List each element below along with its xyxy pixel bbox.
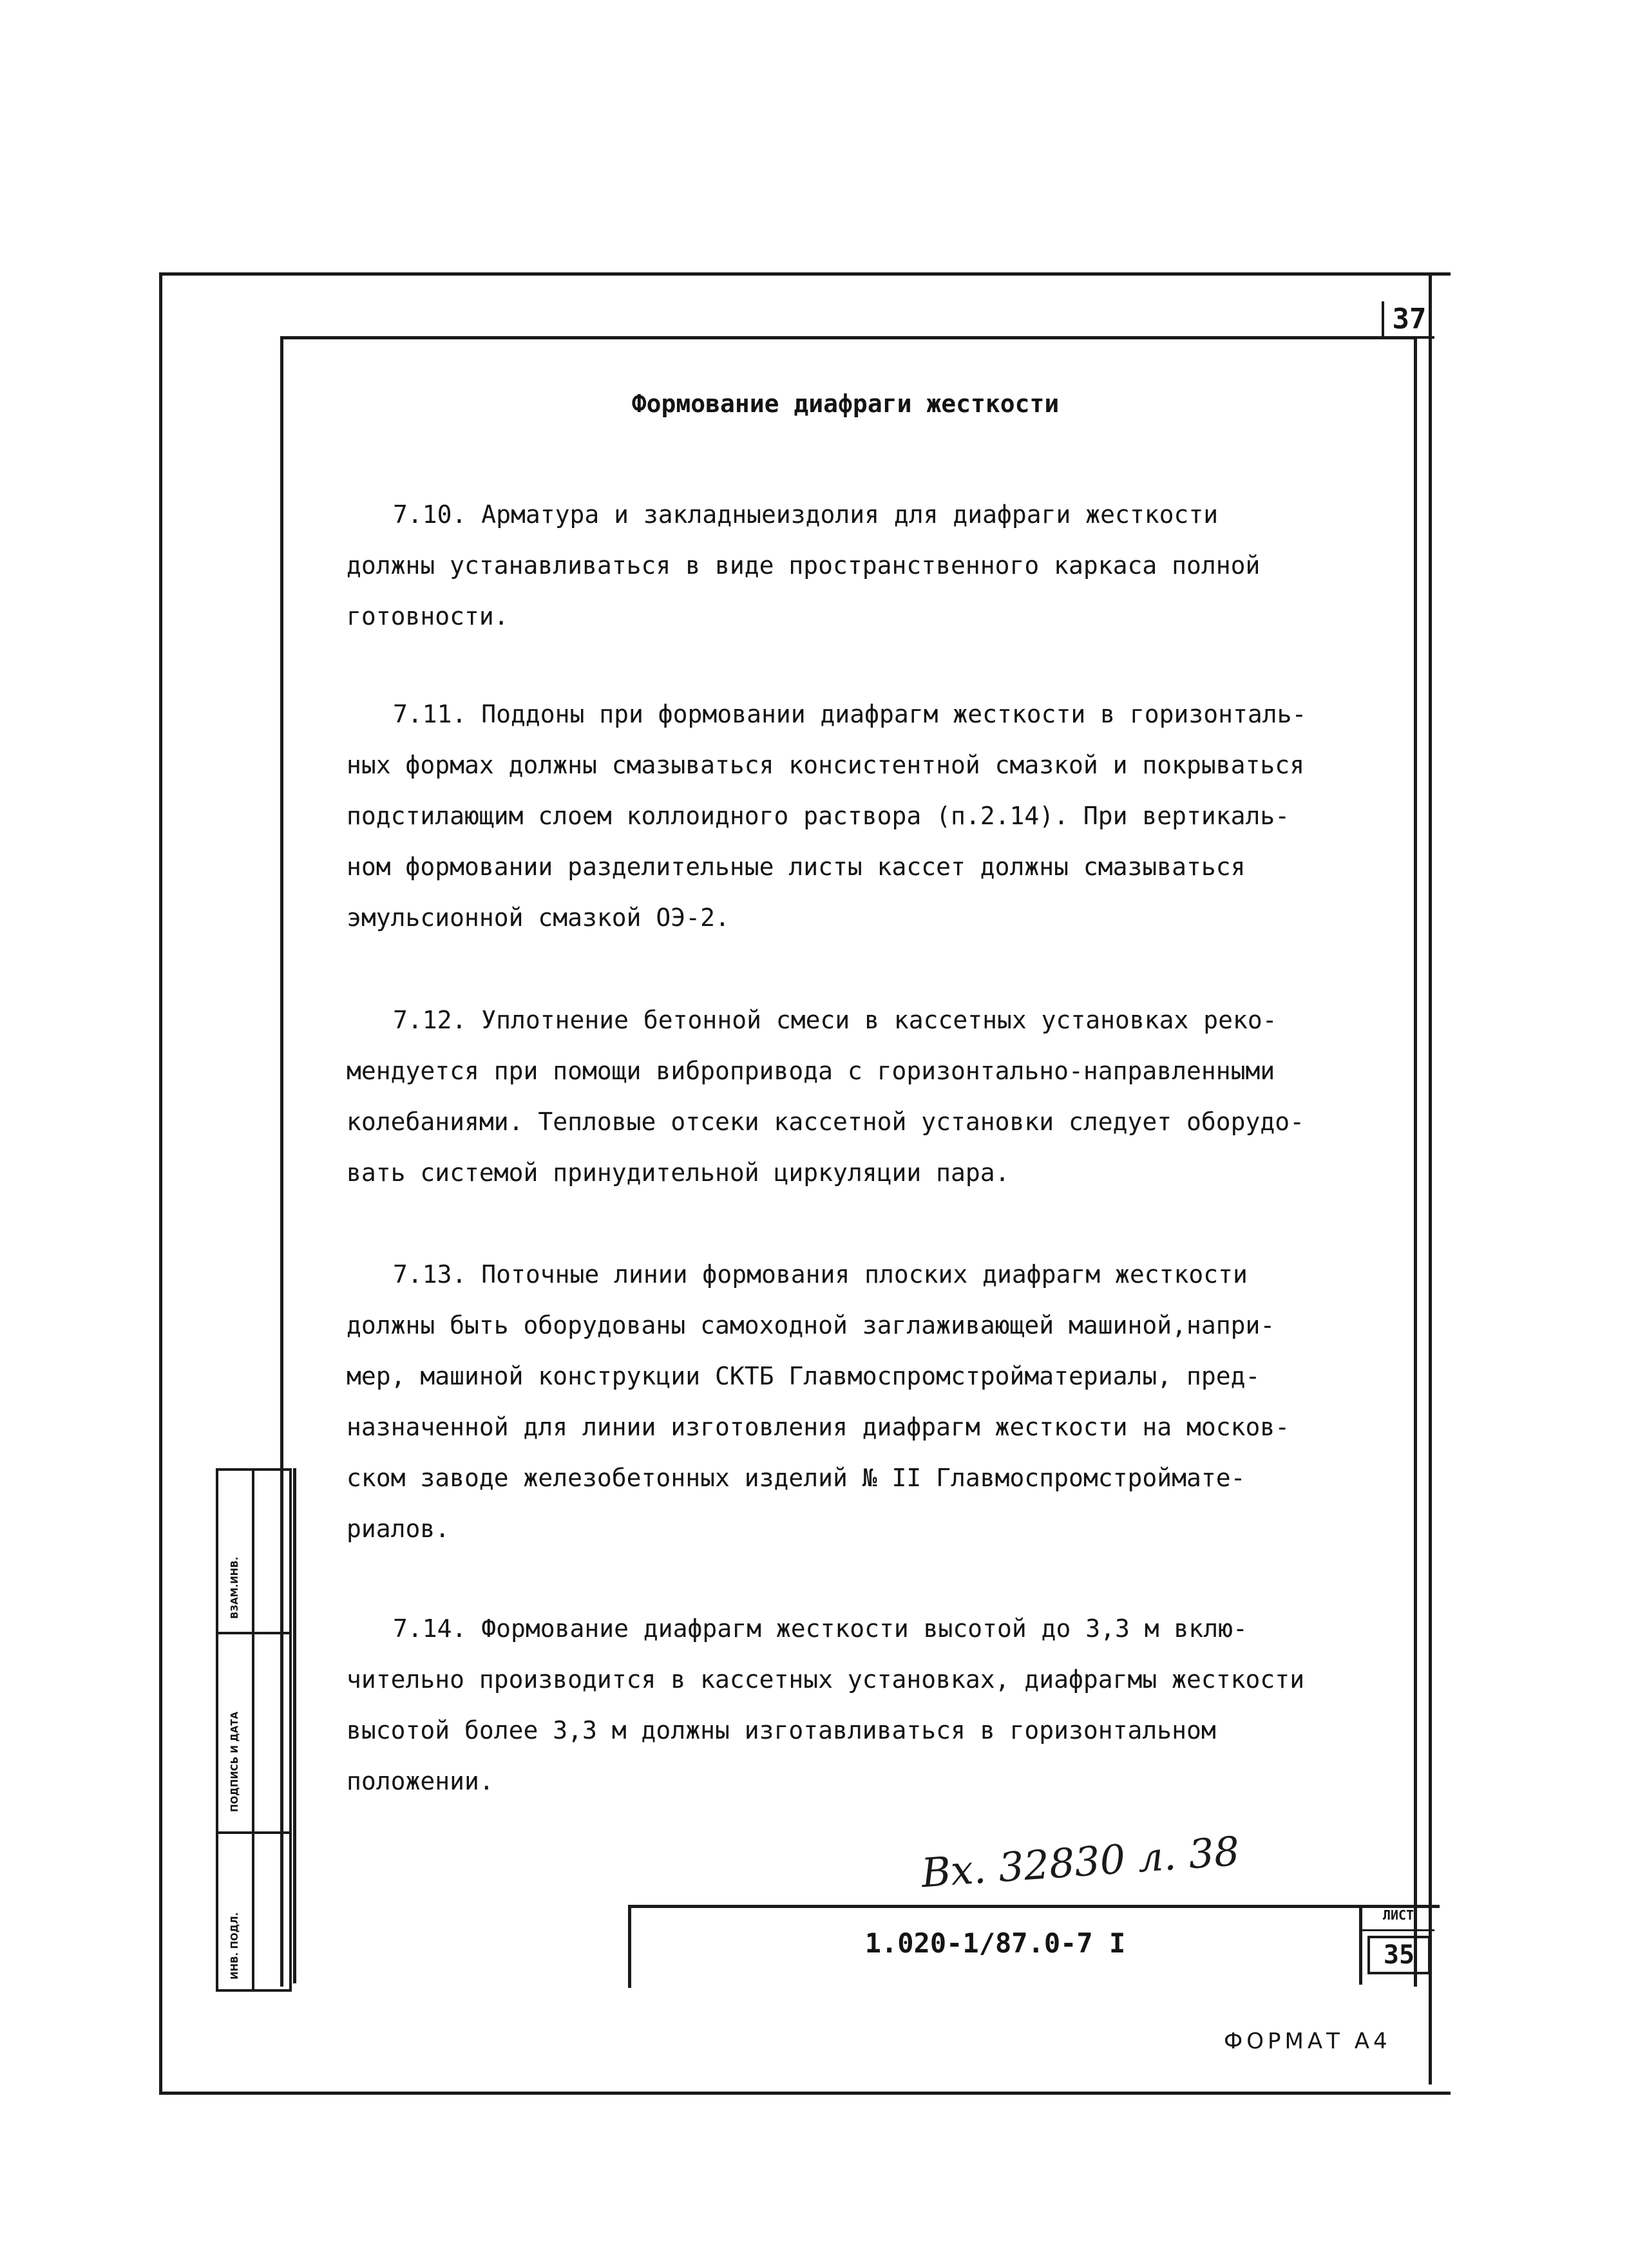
side-strip-row-divider — [218, 1632, 289, 1634]
paragraph-line: 7.14. Формование диафрагм жесткости высотой до 3,3 м вклю- — [393, 1614, 1248, 1643]
inv-podl-label: ИНВ. ПОДЛ. — [229, 1912, 240, 1980]
sheet-divider — [1362, 1929, 1434, 1931]
side-stamp-strip — [216, 1468, 292, 1992]
paragraph-line: подстилающим слоем коллоидного раствора (п.2.14). При вертикаль- — [347, 802, 1290, 830]
paragraph-line: 7.11. Поддоны при формовании диафрагм жесткости в горизонталь- — [393, 700, 1307, 728]
title-block — [628, 1905, 1440, 1988]
format-label: ФОРМАТ А4 — [1224, 2028, 1391, 2054]
paragraph-line: готовности. — [347, 602, 509, 630]
paragraph-line: ном формовании разделительные листы кассет должны смазываться — [347, 853, 1246, 881]
vzam-inv-label: ВЗАМ.ИНВ. — [229, 1556, 240, 1619]
paragraph-line: мендуется при помощи вибропривода с горизонтально-направленными — [347, 1057, 1275, 1085]
inner-frame-lower-left — [293, 1468, 296, 1983]
section-title: Формование диафраги жесткости — [631, 390, 1060, 418]
page-number: 37 — [1392, 302, 1427, 335]
paragraph-line: колебаниями. Тепловые отсеки кассетной установки следует оборудо- — [347, 1108, 1305, 1136]
paragraph-line: должны быть оборудованы самоходной заглаживающей машиной,напри- — [347, 1311, 1275, 1339]
paragraph-7-10 — [347, 489, 1403, 642]
paragraph-7-12 — [347, 995, 1403, 1198]
paragraph-line: чительно производится в кассетных установках, диафрагмы жесткости — [347, 1665, 1305, 1694]
paragraph-line: риалов. — [347, 1515, 450, 1543]
paragraph-line: назначенной для линии изготовления диафрагм жесткости на москов- — [347, 1413, 1290, 1441]
podpis-data-label: ПОДПИСЬ И ДАТА — [229, 1711, 240, 1812]
paragraph-7-14 — [347, 1603, 1403, 1807]
paragraph-line: 7.10. Арматура и закладныеиздолия для диафраги жесткости — [393, 500, 1219, 529]
paragraph-7-11 — [347, 689, 1403, 943]
paragraph-line: ском заводе железобетонных изделий № II Главмоспромстройматe- — [347, 1464, 1246, 1492]
paragraph-line: ных формах должны смазываться консистентной смазкой и покрываться — [347, 751, 1305, 779]
paragraph-line: должны устанавливаться в виде пространственного каркаса полной — [347, 551, 1261, 580]
page-number-box — [1382, 301, 1434, 339]
handwritten-registration-note: Вх. 32830 л. 38 — [920, 1827, 1241, 1897]
sheet-number: 35 — [1383, 1940, 1415, 1970]
document-code: 1.020-1/87.0-7 I — [864, 1927, 1126, 1959]
side-strip-row-divider — [218, 1831, 289, 1834]
sheet-label: ЛИСТ — [1382, 1907, 1414, 1923]
paragraph-7-13 — [347, 1249, 1403, 1555]
paragraph-line: эмульсионной смазкой ОЭ-2. — [347, 903, 730, 932]
paragraph-line: высотой более 3,3 м должны изготавливаться в горизонтальном — [347, 1716, 1216, 1744]
paragraph-line: положении. — [347, 1767, 494, 1795]
paragraph-line: вать системой принудительной циркуляции пара. — [347, 1158, 1010, 1187]
side-strip-column-divider — [252, 1471, 254, 1989]
paragraph-line: мер, машиной конструкции СКТБ Главмоспромстройматериалы, пред- — [347, 1362, 1261, 1390]
sheet-box — [1359, 1905, 1440, 1985]
paragraph-line: 7.13. Поточные линии формования плоских диафрагм жесткости — [393, 1260, 1248, 1289]
outer-frame-right-edge — [1429, 272, 1438, 2084]
paragraph-line: 7.12. Уплотнение бетонной смеси в кассетных установках реко- — [393, 1006, 1277, 1034]
sheet-number-box — [1367, 1936, 1431, 1974]
